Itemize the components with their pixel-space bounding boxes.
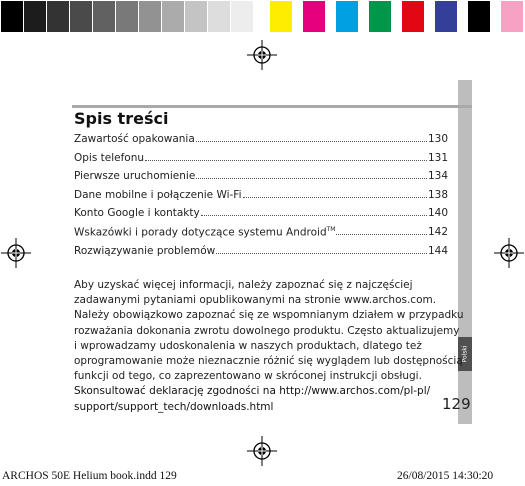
gray-swatch (208, 1, 230, 32)
paragraph-line: Należy obowiązkowo zapoznać się ze wspomnianym działem w przypadku (74, 309, 464, 322)
color-swatch (435, 1, 457, 32)
toc-entry[interactable] (74, 245, 448, 264)
language-tab-label: Polski (461, 345, 469, 363)
slug-filename: ARCHOS 50E Helium book.indd 129 (2, 470, 177, 482)
paragraph-line: i wprowadzamy udoskonalenia w naszych produktach, dlatego też (74, 339, 422, 352)
toc-entry-page: 134 (427, 170, 448, 183)
toc-entry[interactable] (74, 170, 448, 189)
info-paragraph (74, 278, 466, 415)
gray-swatch (70, 1, 92, 32)
registration-crosshair-icon (247, 40, 277, 70)
gray-swatch (162, 1, 184, 32)
toc-leader-dots (196, 141, 427, 142)
trademark-sup: TM (326, 225, 336, 233)
toc-leader-dots (336, 234, 426, 235)
color-swatch (336, 1, 358, 32)
toc-entry[interactable] (74, 152, 448, 171)
declaration-link[interactable]: Skonsultować deklarację zgodności na http://www.archos.com/pl-pl/ (74, 385, 431, 398)
paragraph-line: Aby uzyskać więcej informacji, należy zapoznać się z najczęściej (74, 279, 413, 291)
toc-entry-page: 131 (427, 151, 448, 164)
color-swatch (270, 1, 292, 32)
toc-entry-label: Dane mobilne i połączenie Wi-Fi (74, 188, 242, 201)
paragraph-line: oprogramowanie może nieznacznie różnić się wyglądem lub dostępnością (74, 355, 463, 368)
paragraph-line: funkcji od tego, co zaprezentowano w skróconej instrukcji obsługi. (74, 370, 422, 383)
color-swatch (402, 1, 424, 32)
registration-crosshair-icon (1, 238, 31, 268)
gray-swatch (116, 1, 138, 32)
color-calibration-strip (0, 0, 525, 34)
gray-swatch (93, 1, 115, 32)
toc-entry-page: 138 (427, 188, 448, 201)
toc-entry-label: Rozwiązywanie problemów (74, 244, 216, 257)
toc-entry-label: Opis telefonu (74, 151, 145, 164)
gray-swatch (47, 1, 69, 32)
page-title: Spis treści (74, 109, 169, 128)
paragraph-line: zadawanymi pytaniami opublikowanymi na stronie www.archos.com. (74, 294, 437, 307)
color-swatch (369, 1, 391, 32)
gray-swatch (231, 1, 253, 32)
toc-entry-page: 144 (427, 244, 448, 257)
registration-crosshair-icon (247, 436, 277, 466)
title-rule (72, 105, 472, 108)
registration-crosshair-icon (494, 238, 524, 268)
toc-entry-page: 142 (427, 226, 448, 239)
toc-leader-dots (196, 178, 427, 179)
table-of-contents (74, 133, 448, 263)
color-swatch (468, 1, 490, 32)
toc-entry[interactable] (74, 207, 448, 226)
color-swatch (501, 1, 523, 32)
toc-entry[interactable] (74, 189, 448, 208)
toc-entry-page: 140 (427, 207, 448, 220)
toc-leader-dots (243, 197, 427, 198)
toc-entry-label: Zawartość opakowania (74, 133, 195, 145)
gray-swatch (1, 1, 23, 32)
toc-entry-page: 130 (427, 133, 448, 145)
page-number: 129 (442, 395, 471, 413)
gray-swatch (185, 1, 207, 32)
toc-entry-text: Wskazówki i porady dotyczące systemu Android (74, 226, 327, 239)
toc-entry[interactable] (74, 133, 448, 152)
toc-entry-label: Pierwsze uruchomienie (74, 170, 196, 183)
toc-leader-dots (145, 160, 427, 161)
toc-leader-dots (216, 253, 427, 254)
gray-swatch (139, 1, 161, 32)
paragraph-line: rozważania dokonania zwrotu dowolnego produktu. Często aktualizujemy (74, 324, 460, 337)
toc-entry-label (74, 226, 335, 239)
toc-entry[interactable] (74, 226, 448, 245)
color-swatch (303, 1, 325, 32)
gray-swatch (24, 1, 46, 32)
toc-leader-dots (201, 215, 427, 216)
slug-timestamp: 26/08/2015 14:30:20 (397, 470, 494, 482)
declaration-link[interactable]: support/support_tech/downloads.html (74, 400, 274, 413)
toc-entry-label: Konto Google i kontakty (74, 207, 200, 220)
